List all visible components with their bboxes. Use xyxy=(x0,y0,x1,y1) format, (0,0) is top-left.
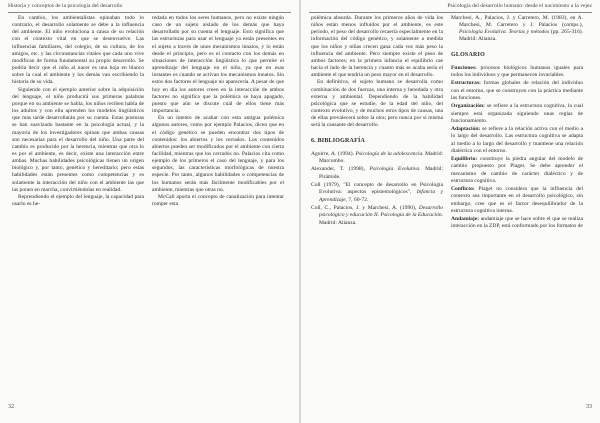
body-paragraph: McCall aporta el concepto de canalización para intentar romper esta xyxy=(152,193,284,208)
left-page xyxy=(0,0,299,423)
right-page-number: 33 xyxy=(586,404,592,410)
glossary-heading: GLOSARIO xyxy=(451,51,485,58)
right-page xyxy=(301,0,600,423)
glossary-entry: Estructuras: formas globales de relación del individuo con el entorno, que se construyen con la práctica mediante las funciones. xyxy=(451,80,583,101)
right-column-2 xyxy=(451,15,583,232)
right-column-1 xyxy=(311,15,443,228)
body-paragraph: Reprendiendo el ejemplo del lenguaje, la capacidad para usarlo es he- xyxy=(12,193,144,208)
right-running-head: Psicología del desarrollo humano: desde el nacimiento a la vejez xyxy=(447,3,592,9)
bibliography-entry: Marchesi, A., Palacios, J. y Carretero, M. (1983), en A. Marchesi, M. Carretero y J. Palacios (comps.), Psicología Evolutiva. Teorías y métodos (pp. 265-316). Madrid: Alianza. xyxy=(451,15,583,43)
body-paragraph: Siguiendo con el ejemplo anterior sobre la adquisición del lenguaje, el niño producirá sus primeras palabras porque en su ambiente se habla, los niños reciben habla de los adultos y con ella aprenden los modelos lingüísticos que más tarde desarrollarán por su cuenta. Estas posturas se han suavizado bastante en la psicología actual, y la mayoría de los investigadores opinan que ambas causas son necesarias para el desarrollo del niño. Una parte del cambio es producido por la herencia, mientras que otra lo es por el ambiente, es decir, existe una interacción entre ambas. Muchas habilidades psicológicas tienen un origen biológico y, por tanto, genético y hereditario; pero estas habilidades están presentes como competencias y es solamente la interacción del niño con el ambiente las que las ponen en marcha, convirtiéndolas en realidad. xyxy=(12,86,144,193)
bibliography-entry: Aguirre, A. (1994). Psicología de la adolescencia. Madrid: Marcombo. xyxy=(311,150,444,164)
bibliography-heading: 6. BIBLIOGRAFÍA xyxy=(311,137,366,144)
bibliography-entry: Alexander, T. (1998), Psicología Evolutiva. Madrid: Pirámide. xyxy=(311,166,443,180)
body-paragraph: En definitiva, el sujeto humano se desarrolla como combinación de dos fuerzas, una interna y heredada y otra externa y ambiental. Dependiendo de la habilidad psicológica que se estudie, de la edad del niño, del contexto evolutivo, y de muchos otros tipos de causas, una de ellas prevalecerá sobre la otra; pero nunca por sí misma será la causante del desarrollo. xyxy=(311,79,443,129)
bibliography-list xyxy=(311,151,443,227)
left-header-rule xyxy=(8,12,291,13)
bibliography-entry: Coll, C., Palacios, J. y Marchesi, A. (1990), Desarrollo psicológico y educación II. Psicología de la Educación. Madrid: Alianza. xyxy=(311,205,444,226)
glossary-entry: Organización: se refiere a la estructura cognitiva, la cual siempre está organizada siguiendo unas reglas de funcionamiento. xyxy=(451,103,583,124)
glossary-entry: Conflicto: Piaget no considera que la influencia del contexto sea importante en el desarrollo psicológico, sin embargo, cree que es el factor desequilibrador de la estructura cognitiva interna. xyxy=(451,186,583,214)
left-column-1 xyxy=(12,15,144,208)
glossary-entry: Andamiaje: andamiaje que se hace sobre el que se realiza interacción en la ZDP, está conformado por los formatos de xyxy=(451,216,583,230)
glossary-list xyxy=(451,65,583,231)
body-paragraph: redada en todos los seres humanos, pero no existe ningún caso de un sujeto aislado de los demás que haya desarrollado por su cuenta el lenguaje. Esto significa que las estructuras para usar el lenguaje ya están presentes en el sujeto a través de unos mecanismos innatos, y lo están desde el principio, pero es el contacto con los demás en situaciones de interacción lingüística lo que permite el aprendizaje del lenguaje en el niño, ya que en esas instantes es cuando se activan los mecanismos innatos. Sin estos dos factores el lenguaje no aparecería. A pesar de que hoy en día los autores creen en la interacción de ambos factores no significa que la polémica se haya apagado, puesto que aún se discute cuál de ellos tiene más importancia. xyxy=(152,15,284,115)
body-paragraph: En cambio, los ambientalistas opinaban todo lo contrario, el desarrollo solamente se debe a la influencia del ambiente. El niño evoluciona a causa de su relación con el contexto vital en que se desenvuelve. Las influencias familiares, del colegio, de su cultura, de los amigos, etc. y las circunstancias vitales que cada uno vive modifican de forma fundamental su propio desarrollo. Se podría decir que el niño al nacer es una hoja en blanco sobre la cual el ambiente y los demás van escribiendo la historia de su vida. xyxy=(12,15,144,86)
glossary-entry: Adaptación: se refiere a la relación activa con el medio a lo largo del desarrollo. Las estructura cognitiva se adapta al medio a lo largo del desarrollo y mantiene una relación dialéctica con el entorno. xyxy=(451,126,583,154)
left-column-2 xyxy=(152,15,284,208)
right-header-rule xyxy=(309,12,592,13)
left-running-head: Historia y conceptos de la psicología del desarrollo xyxy=(8,3,123,9)
bibliography-continued xyxy=(451,15,583,44)
body-paragraph: En un intento de acabar con esta antigua polémica algunos autores, como por ejemplo Palacios, dicen que en el código genético se pueden encontrar dos tipos de contenidos: los abiertos y los cerrados. Los contenidos abiertos pueden ser modificados por el ambiente con cierta facilidad, mientras que los cerrados no. Palacios cita como ejemplo de los primeros el caso del lenguaje, y para los segundos, las características morfológicas de nuestra especie. Por tanto, algunos habilidades o competencias de los humanos serán más fácilmente modificables por el ambiente, mientras que otras no. xyxy=(152,115,284,193)
glossary-entry: Equilibrio: constituye la piedra angular del modelo de cambio propuesto por Piaget. Se debe aprender el mecanismo de cambio de carácter dialéctico y de estructura cognitiva. xyxy=(451,156,583,184)
left-page-number: 32 xyxy=(8,404,14,410)
body-paragraph: polémica absurda. Durante los primeros años de vida los niños están menos influidos por el ambiente, es este período, el peso del desarrollo recaería especialmente en la información del código genético, y solamente a medida que los niños y niñas crecen gana cada vez más peso la influencia del ambiente. Pero siempre existe el peso de ambos factores; en la primera infancia el equilibrio cae hacia el lado de la herencia y cuanto más se acaba sería el ambiente el que tendría un peso mayor en el desarrollo. xyxy=(311,15,443,79)
glossary-entry: Funciones: procesos biológicos humanos iguales para todos los individuos y que permanecen invariables. xyxy=(451,64,583,78)
bibliography-entry: Coll (1979), "El concepto de desarrollo en Psicología Evolutiva: aspectos epistemológicos", Infancia y Aprendizaje, 7, 60-72. xyxy=(311,182,443,203)
